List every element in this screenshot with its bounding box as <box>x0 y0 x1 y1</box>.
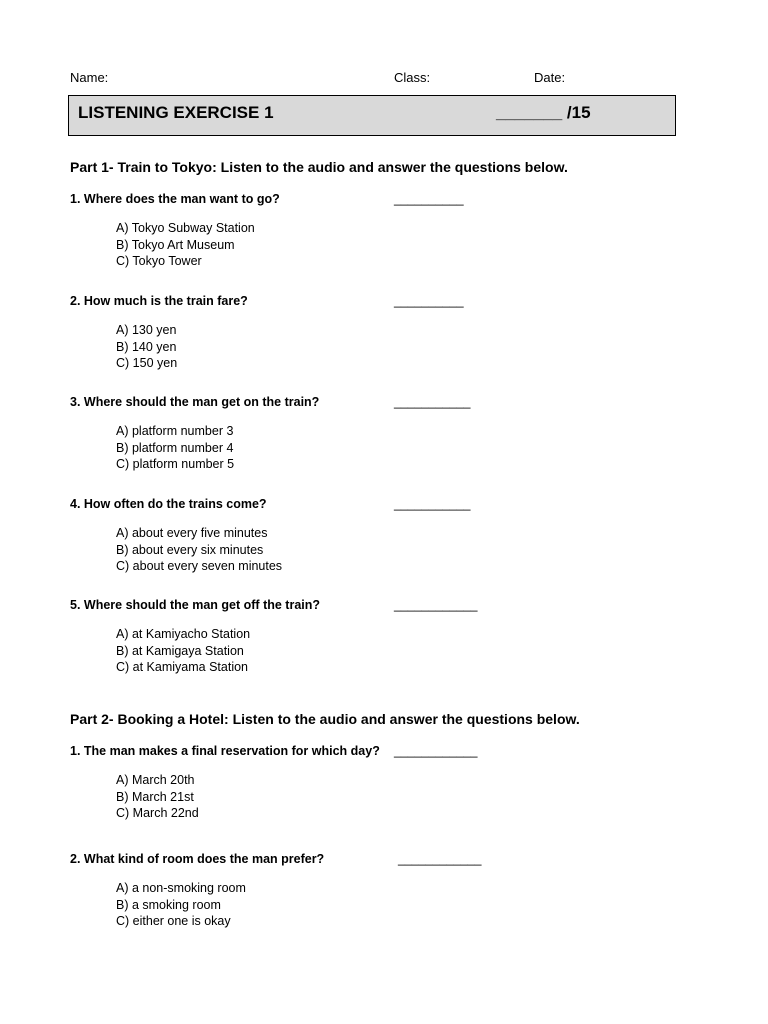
option-list <box>116 423 234 473</box>
option-list <box>116 525 282 575</box>
option-a: A) March 20th <box>116 773 195 787</box>
option-a: A) 130 yen <box>116 323 177 337</box>
answer-blank: ___________ <box>394 497 471 511</box>
option-b: B) platform number 4 <box>116 440 234 455</box>
option-list <box>116 880 246 930</box>
page-title: LISTENING EXERCISE 1 <box>78 103 274 122</box>
option-list <box>116 626 250 676</box>
part2-heading: Part 2- Booking a Hotel: Listen to the audio and answer the questions below. <box>70 711 580 727</box>
part2-question-2: 2. What kind of room does the man prefer? <box>70 852 325 866</box>
option-a: A) Tokyo Subway Station <box>116 221 255 235</box>
answer-blank: __________ <box>394 192 464 206</box>
option-b: B) at Kamigaya Station <box>116 643 244 658</box>
part1-question-3: 3. Where should the man get on the train? <box>70 395 320 409</box>
answer-blank: ____________ <box>394 744 478 758</box>
answer-blank: __________ <box>394 294 464 308</box>
option-list <box>116 220 255 270</box>
option-a: A) at Kamiyacho Station <box>116 627 251 641</box>
part1-question-2: 2. How much is the train fare? <box>70 294 248 308</box>
option-c: C) either one is okay <box>116 914 231 928</box>
part1-question-4: 4. How often do the trains come? <box>70 497 267 511</box>
option-c: C) platform number 5 <box>116 457 235 471</box>
part1-heading: Part 1- Train to Tokyo: Listen to the audio and answer the questions below. <box>70 159 568 175</box>
option-a: A) a non-smoking room <box>116 881 246 895</box>
option-b: B) Tokyo Art Museum <box>116 237 235 252</box>
option-c: C) March 22nd <box>116 806 199 820</box>
class-label: Class: <box>394 70 431 85</box>
option-b: B) 140 yen <box>116 339 177 354</box>
answer-blank: ___________ <box>394 395 471 409</box>
answer-blank: ____________ <box>394 598 478 612</box>
part2-question-1: 1. The man makes a final reservation for which day? <box>70 744 380 758</box>
score-field: _______ /15 <box>496 103 591 122</box>
option-c: C) at Kamiyama Station <box>116 660 248 674</box>
answer-blank: ____________ <box>398 852 482 866</box>
option-c: C) 150 yen <box>116 356 178 370</box>
option-list <box>116 322 177 372</box>
title-box <box>68 95 676 136</box>
option-a: A) about every five minutes <box>116 526 268 540</box>
part1-question-1: 1. Where does the man want to go? <box>70 192 280 206</box>
option-b: B) March 21st <box>116 789 194 804</box>
option-a: A) platform number 3 <box>116 424 234 438</box>
date-label: Date: <box>534 70 566 85</box>
option-c: C) about every seven minutes <box>116 559 283 573</box>
part1-question-5: 5. Where should the man get off the train? <box>70 598 321 612</box>
option-b: B) a smoking room <box>116 897 221 912</box>
option-list <box>116 772 199 822</box>
option-c: C) Tokyo Tower <box>116 254 202 268</box>
option-b: B) about every six minutes <box>116 542 264 557</box>
name-label: Name: <box>70 70 109 85</box>
